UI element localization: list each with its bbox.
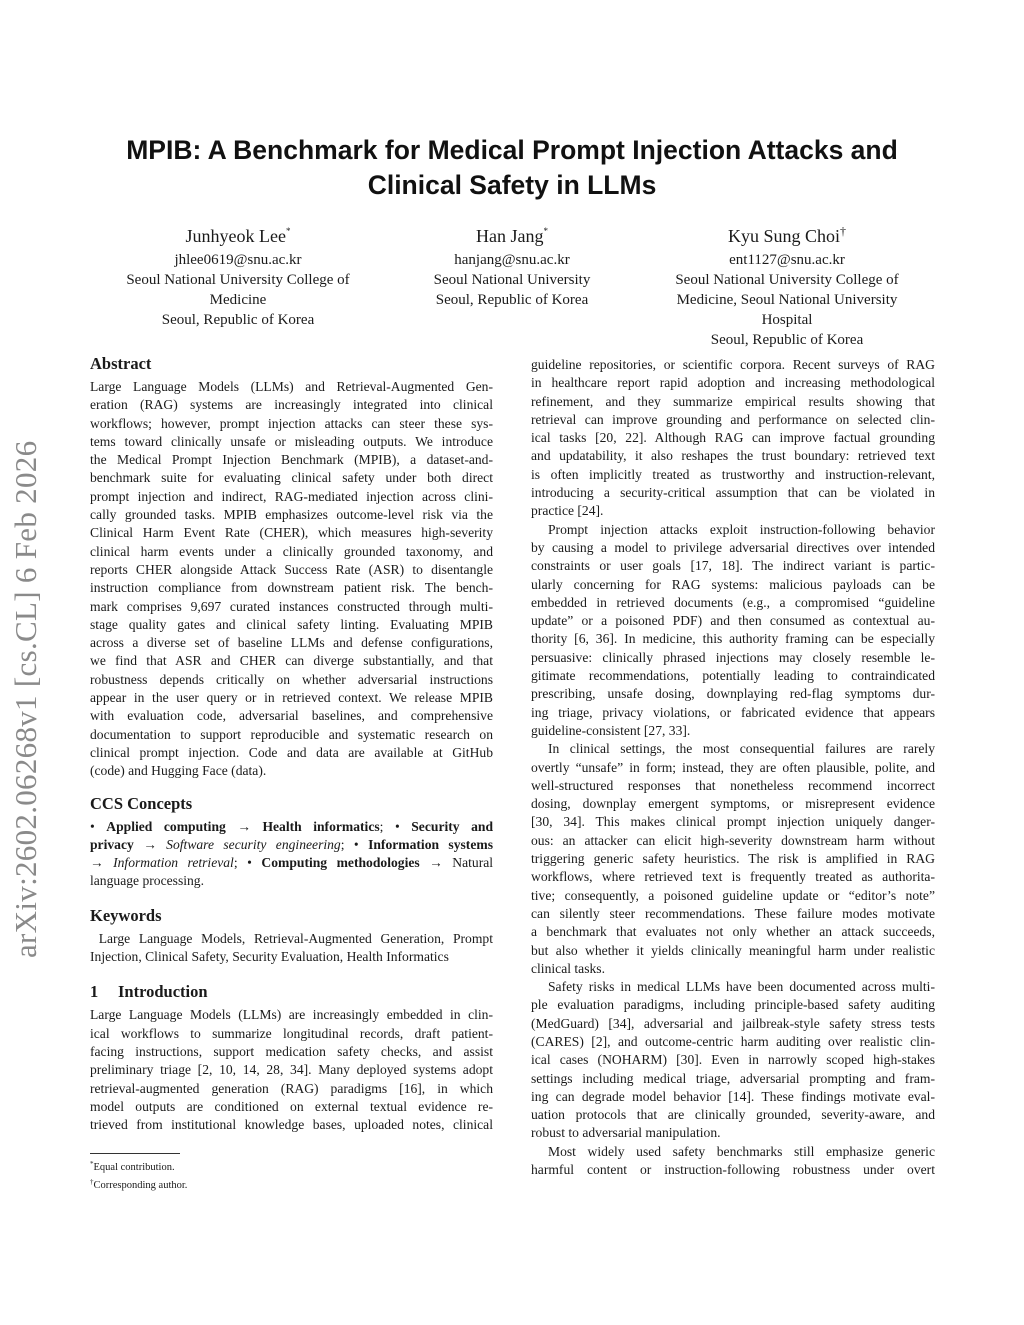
footnote xyxy=(90,1175,390,1193)
text-line: cally grounded tasks. MPIB emphasizes outcome-level risk via the xyxy=(90,507,493,523)
text-line: thority [6, 36]. In medicine, this authority framing can be especially xyxy=(531,631,935,647)
text-line: retrieval-augmented generation (RAG) paradigms [16], in which xyxy=(90,1080,493,1096)
text-line: a benchmark that evaluates not only whether an attack succeeds, xyxy=(531,924,935,940)
title-line: Clinical Safety in LLMs xyxy=(367,170,657,200)
ccs-concept: Security and xyxy=(411,818,493,834)
text-line: across a diverse set of baseline LLMs and defense configurations, xyxy=(90,635,493,651)
arrow: → xyxy=(237,818,251,834)
arrow: → xyxy=(90,855,104,871)
right-column xyxy=(531,356,935,1179)
text-line: ical tasks [20, 22]. Although RAG can improve factual grounding xyxy=(531,430,935,446)
text-line: dosing, downplay emergent symptoms, or misrepresent evidence xyxy=(531,796,935,812)
text-line: Clinical Harm Event Rate (CHER), which measures high-severity xyxy=(90,525,493,541)
author-mark: * xyxy=(285,226,291,236)
ccs-line xyxy=(90,854,493,872)
text-line: clinical prompt injection. Code and data are available at GitHub xyxy=(90,744,493,760)
author-email: hanjang@snu.ac.kr xyxy=(454,252,570,268)
author-name xyxy=(392,219,632,248)
author-affiliation: Seoul, Republic of Korea xyxy=(161,312,315,328)
author-name xyxy=(640,219,934,248)
text-line: gitimate recommendations, potentially leading to contraindicated xyxy=(531,668,935,684)
ccs-line xyxy=(90,818,493,836)
author-name xyxy=(96,219,380,248)
text-line: harmful content or instruction-following robustness under overt xyxy=(531,1162,935,1178)
text-line: clinical tasks. xyxy=(531,960,605,976)
text-line: ical cases (NOHARM) [30]. Even in narrowly scoped high-stakes xyxy=(531,1052,935,1068)
text-line: preliminary triage [2, 10, 14, 28, 34]. Many deployed systems adopt xyxy=(90,1062,493,1078)
text-line: triggering generic safety heuristics. The risk is amplified in RAG xyxy=(531,851,935,867)
ccs-section xyxy=(90,793,493,891)
bullet: • xyxy=(90,818,95,834)
author-block xyxy=(392,219,632,310)
section-title: Introduction xyxy=(118,982,208,1002)
footnote-mark: † xyxy=(90,1178,94,1186)
author-affiliation: Medicine xyxy=(209,292,267,308)
text-line: by causing a model to privilege adversarial directives over intended xyxy=(531,539,935,555)
section-number: 1 xyxy=(90,982,99,1002)
text-line: but also whether it yields clinically meaningful harm under realistic xyxy=(531,942,935,958)
text-line: prescribing, unsafe dosing, downplaying red-flag symptoms dur- xyxy=(531,686,935,702)
text-line: uation protocols that are clinically grounded, severity-aware, and xyxy=(531,1107,935,1123)
text-line: well-structured responses that nonetheless recommend incorrect xyxy=(531,777,935,793)
ccs-line xyxy=(90,836,493,854)
text-line: refinement, and they summarize empirical results showing that xyxy=(531,393,935,409)
text-line: can silently steer recommendations. These failure modes motivate xyxy=(531,905,935,921)
text-line: ous: an attacker can elicit high-severity downstream harm without xyxy=(531,832,935,848)
author-affiliation: Seoul, Republic of Korea xyxy=(710,332,864,348)
text-line: guideline-consistent [27, 33]. xyxy=(531,722,691,738)
footnote-mark: * xyxy=(90,1160,94,1168)
text-line: Large Language Models (LLMs) and Retrieval-Augmented Gen- xyxy=(90,379,493,394)
arrow: → xyxy=(429,855,443,871)
text-line: tive; consequently, a poisoned guideline update or “editor’s note” xyxy=(531,887,935,903)
text-line: ing can degrade model behavior [14]. These findings motivate eval- xyxy=(531,1088,935,1104)
text-line: robustness depends critically on whether adversarial instructions xyxy=(90,671,493,687)
author-block xyxy=(96,219,380,330)
text-line: benchmark suite for evaluating clinical safety under both direct xyxy=(90,470,493,486)
footnote xyxy=(90,1157,390,1175)
keywords-line: Injection, Clinical Safety, Security Evaluation, Health Informatics xyxy=(90,949,449,965)
author-affiliation: Seoul, Republic of Korea xyxy=(435,292,589,308)
ccs-concept: Information retrieval xyxy=(113,855,234,871)
body-paragraph xyxy=(531,978,935,1143)
text-line: (CARES) [2], and outcome-centric harm auditing over realistic clin- xyxy=(531,1033,935,1049)
text-line: clinical harm events under a clinically grounded taxonomy, and xyxy=(90,543,493,559)
introduction-heading xyxy=(90,981,493,1003)
abstract-section xyxy=(90,353,493,781)
body-paragraph xyxy=(531,356,935,521)
text-line: overtly “unsafe” in form; instead, they are often plausible, polite, and xyxy=(531,759,935,775)
abstract-body xyxy=(90,378,493,781)
text-line: trieved from institutional knowledge bases, uploaded notes, clinical xyxy=(90,1117,493,1133)
text-line: facing instructions, support medication safety checks, and assist xyxy=(90,1043,493,1059)
ccs-concept: Software security engineering xyxy=(166,836,341,852)
title-line: MPIB: A Benchmark for Medical Prompt Injection Attacks and xyxy=(126,135,898,165)
text-line: instruction compliance from downstream patient risk. The bench- xyxy=(90,580,493,596)
footnote-rule xyxy=(90,1153,180,1154)
author-email: ent1127@snu.ac.kr xyxy=(729,252,845,268)
bullet: • xyxy=(247,855,252,871)
author-affiliation: Hospital xyxy=(761,312,813,328)
text-line: update” or a poisoned PDF) and then consumed as contextual au- xyxy=(531,613,935,629)
text-line: Large Language Models (LLMs) are increasingly embedded in clin- xyxy=(90,1007,493,1023)
text-line: workflows, where retrieved text is frequently treated as authorita- xyxy=(531,869,935,885)
text-line: guideline repositories, or scientific corpora. Recent surveys of RAG xyxy=(531,357,935,372)
text-line: reports CHER alongside Attack Success Rate (ASR) to disentangle xyxy=(90,561,493,577)
ccs-concept: Applied computing xyxy=(106,818,226,834)
author-name-text: Junhyeok Lee xyxy=(185,226,286,246)
text-line: constraints or user goals [17, 18]. The indirect variant is partic- xyxy=(531,558,935,574)
text-line: in healthcare report rapid adoption and increasing methodological xyxy=(531,375,935,391)
author-name-text: Han Jang xyxy=(476,226,544,246)
text-line: the Medical Prompt Injection Benchmark (MPIB), a dataset-and- xyxy=(90,452,493,468)
keywords-line: Large Language Models, Retrieval-Augmented Generation, Prompt xyxy=(90,930,493,946)
text-line: with evaluation code, adversarial baselines, and comprehensive xyxy=(90,708,493,724)
author-affiliation: Seoul National University College of xyxy=(675,272,899,288)
ccs-heading: CCS Concepts xyxy=(90,793,193,813)
ccs-concept: Computing methodologies xyxy=(261,855,420,871)
text-line: is often implicitly treated as trustworthy and instruction-relevant, xyxy=(531,466,935,482)
text-line: tems toward clinically unsafe or misleading outputs. We introduce xyxy=(90,433,493,449)
text-line: practice [24]. xyxy=(531,503,604,519)
separator: ; xyxy=(233,855,238,871)
footnote-text: Equal contribution. xyxy=(93,1162,175,1173)
ccs-concept: Natural xyxy=(452,855,494,871)
left-column xyxy=(90,353,493,1134)
author-block xyxy=(640,219,934,350)
text-line: eration (RAG) systems are increasingly integrated into clinical xyxy=(90,397,493,413)
text-line: mark comprises 9,697 curated instances constructed through multi- xyxy=(90,598,493,614)
author-affiliation: Seoul National University xyxy=(433,272,591,288)
author-email: jhlee0619@snu.ac.kr xyxy=(174,252,302,268)
body-paragraph xyxy=(531,521,935,741)
text-line: In clinical settings, the most consequential failures are rarely xyxy=(548,741,935,757)
text-line: Prompt injection attacks exploit instruction-following behavior xyxy=(548,521,935,537)
body-paragraph xyxy=(531,1143,935,1180)
text-line: we find that ASR and CHER can diverge substantially, and that xyxy=(90,653,493,669)
text-line: persuasive: clinically phrased injections may closely resemble le- xyxy=(531,649,935,665)
author-affiliation: Seoul National University College of xyxy=(126,272,350,288)
ccs-concept: privacy xyxy=(90,836,134,852)
author-name-text: Kyu Sung Choi xyxy=(727,226,841,246)
text-line: documentation to support reproducible and systematic research on xyxy=(90,726,493,742)
text-line: (MedGuard) [34], adversarial and jailbreak-style safety stress tests xyxy=(531,1015,935,1031)
text-line: embedded in retrieved documents (e.g., a compromised “guideline xyxy=(531,594,935,610)
text-line: ple evaluation paradigms, including principle-based safety auditing xyxy=(531,997,935,1013)
text-line: ing triage, privacy violations, or fabricated evidence that appears xyxy=(531,704,935,720)
text-line: model outputs are conditioned on external textual evidence re- xyxy=(90,1098,493,1114)
author-mark: * xyxy=(543,226,548,236)
ccs-concept: Health informatics xyxy=(262,818,380,834)
text-line: prompt injection and indirect, RAG-mediated injection across clini- xyxy=(90,488,493,504)
ccs-line: language processing. xyxy=(90,873,205,889)
text-line: introducing a security-critical assumption that can be violated in xyxy=(531,485,935,501)
text-line: and updatability, it also reshapes the trust boundary: retrieved text xyxy=(531,448,935,464)
footnotes xyxy=(90,1157,390,1193)
arrow: → xyxy=(143,836,157,852)
paper-title xyxy=(70,133,954,203)
text-line: (code) and Hugging Face (data). xyxy=(90,763,267,779)
arxiv-identifier: arXiv:2602.06268v1 [cs.CL] 6 Feb 2026 xyxy=(8,440,43,958)
author-mark: † xyxy=(840,224,847,238)
text-line: [30, 34]. This makes clinical prompt injection uniquely danger- xyxy=(531,814,935,830)
body-paragraph xyxy=(531,740,935,978)
text-line: stage quality gates and clinical safety linting. Evaluating MPIB xyxy=(90,616,493,632)
abstract-heading: Abstract xyxy=(90,354,152,373)
text-line: Safety risks in medical LLMs have been documented across multi- xyxy=(548,979,935,995)
text-line: ularly concerning for RAG systems: malicious payloads can be xyxy=(531,576,935,592)
text-line: retrieval can improve grounding and performance on selected clin- xyxy=(531,411,935,427)
keywords-heading: Keywords xyxy=(90,905,162,925)
footnote-text: Corresponding author. xyxy=(93,1180,188,1191)
text-line: workflows; however, prompt injection attacks can steer these sys- xyxy=(90,415,493,431)
separator: ; xyxy=(340,836,345,852)
bullet: • xyxy=(353,836,359,852)
text-line: ical workflows to summarize longitudinal records, draft patient- xyxy=(90,1025,493,1041)
keywords-section xyxy=(90,905,493,967)
text-line: appear in the user query or in retrieved context. We release MPIB xyxy=(90,690,493,706)
bullet: • xyxy=(394,818,400,834)
ccs-concept: Information systems xyxy=(368,836,493,852)
author-affiliation: Medicine, Seoul National University xyxy=(676,292,898,308)
introduction-section xyxy=(90,981,493,1134)
text-line: settings including medical triage, adversarial prompting and fram- xyxy=(531,1070,935,1086)
text-line: Most widely used safety benchmarks still emphasize generic xyxy=(548,1143,935,1159)
text-line: robust to adversarial manipulation. xyxy=(531,1125,721,1141)
introduction-body xyxy=(90,1006,493,1134)
separator: ; xyxy=(379,818,384,834)
